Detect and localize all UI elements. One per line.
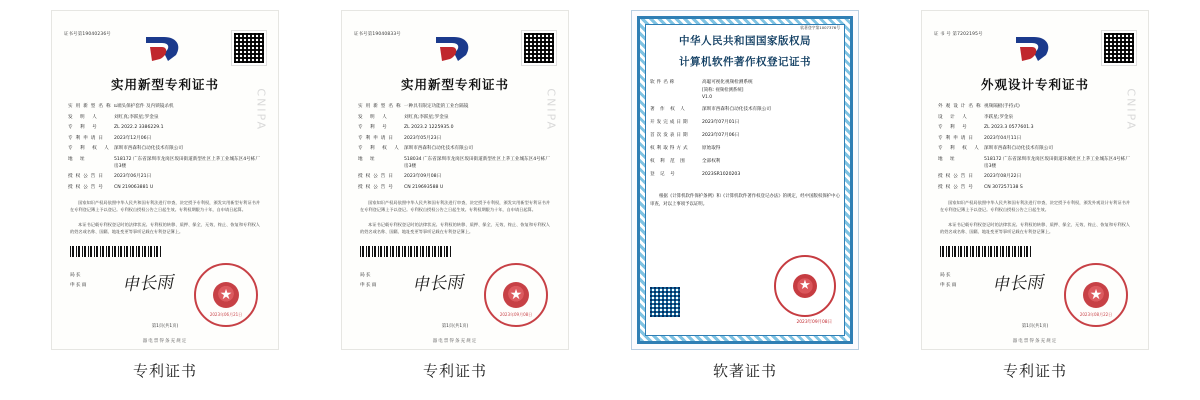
seal-emblem-icon: ★ (503, 282, 529, 308)
field-key: 授权公告号 (358, 184, 396, 190)
seal-date: 2023年06月21日 (209, 311, 243, 317)
software-copyright-certificate-image[interactable] (631, 10, 859, 350)
certificate-item[interactable] (30, 10, 300, 381)
field-key: 专 利 权 人 (358, 146, 402, 151)
field-row (938, 145, 1132, 152)
legal-paragraph-1: 国家知识产权局依照中华人民共和国专利法进行审查，决定授予专利权，颁发实用新型专利证书并在专利登记簿上予以登记。专利权自授权公告之日起生效。专利权期限为十年，自申请日起算。 (360, 199, 550, 212)
certificate-item[interactable] (320, 10, 590, 381)
field-key: 专利申请日 (358, 135, 396, 141)
field-value: 深圳市西森科自动化技术有限公司 (702, 107, 771, 112)
field-key: 实用新型名称 (358, 104, 404, 109)
field-row (650, 132, 840, 140)
certificate-header (934, 31, 1136, 73)
certificate-title: 计算机软件著作权登记证书 (679, 56, 811, 68)
field-key: 专 利 号 (358, 125, 390, 130)
barcode (940, 246, 1032, 257)
field-row (358, 173, 552, 180)
legal-paragraph-1: 国家知识产权局依照中华人民共和国专利法进行审查，决定授予专利权，颁发外观设计专利证书并在专利登记簿上予以登记。专利权自授权公告之日起生效。 (940, 199, 1130, 212)
field-key: 专 利 号 (68, 125, 100, 130)
certificate-title: 实用新型专利证书 (110, 77, 219, 92)
field-value: 深圳市西森科自动化技术有限公司 (404, 146, 473, 151)
signature-area (940, 263, 1130, 327)
certificate-caption: 软著证书 (712, 362, 777, 380)
field-value: 518172 广东省深圳市龙岗区坂田街道新型社区上茅工业城东区4号栋厂房3楼 (114, 156, 260, 169)
legal-paragraph-2: 本证书记载专利权登记时的法律状况。专利权的转移、质押、保全、无效、终止、恢复和专利权人的姓名或名称、国籍、地址变更等事项记载在专利登记簿上。 (70, 221, 260, 234)
field-row (938, 103, 1132, 110)
field-row (938, 173, 1132, 180)
certificate-item[interactable] (610, 10, 880, 381)
field-row (358, 184, 552, 191)
qr-code (1102, 31, 1136, 65)
field-key: 专利申请日 (938, 135, 976, 141)
barcode (70, 246, 162, 257)
field-value: 2023年06月21日 (114, 174, 152, 179)
field-key: 地 址 (358, 156, 378, 162)
page-footer: 第1页(共1页) (1021, 324, 1049, 329)
field-value: 2023年08月22日 (984, 174, 1022, 179)
field-value: CN 219063881 U (114, 184, 154, 190)
copyright-content (650, 25, 840, 331)
field-row (358, 156, 552, 170)
qr-code (522, 31, 556, 65)
field-value: 视频隔板(手持式) (984, 104, 1020, 109)
certificate-header (354, 31, 556, 73)
field-key: 专 利 权 人 (68, 146, 112, 151)
registration-serial: 软著登字第1007376号 (800, 25, 840, 30)
seal-date: 2023年09月08日 (499, 311, 533, 317)
field-list (68, 103, 262, 191)
field-row (68, 156, 262, 170)
field-value: แ端头保护套件 及内锁镜杀机 (114, 104, 174, 109)
field-row (68, 135, 262, 142)
field-value: 原始取得 (702, 146, 721, 151)
page-bottom-note: 器电票得条充规定 (142, 339, 188, 344)
issue-date: 2023年09月08日 (796, 320, 832, 325)
field-value (702, 79, 840, 101)
field-value: CN 219693588 U (404, 184, 444, 190)
page-footer: 第1页(共1页) (441, 324, 469, 329)
legal-note: 根据《计算机软件保护条例》和《计算机软件著作权登记办法》的规定，经中国版权保护中心审查，对以上事项予以证明。 (650, 194, 840, 207)
field-key: 外观设计名称 (938, 104, 984, 109)
field-list (358, 103, 552, 191)
seal-date: 2023年08月22日 (1079, 311, 1113, 317)
field-row (358, 114, 552, 121)
official-seal (484, 263, 548, 327)
field-list (650, 79, 840, 179)
issuer-title: 中华人民共和国国家版权局 (679, 35, 811, 47)
field-row (650, 171, 840, 179)
field-value: 李跃星;罗金泉 (984, 114, 1014, 120)
serial-number: 证 书 号 第7202195号 (934, 32, 983, 37)
field-row (358, 124, 552, 131)
field-value: 2023年09月08日 (404, 174, 442, 179)
field-key: 专 利 号 (938, 125, 970, 130)
page-bottom-note: 器电票得条充规定 (432, 339, 478, 344)
field-row (650, 119, 840, 127)
field-key: 登 记 号 (650, 172, 677, 177)
field-row (938, 114, 1132, 121)
software-alias: [简称: 视频检测系统] (702, 88, 744, 93)
field-key: 权利取得方式 (650, 146, 690, 151)
watermark-text: CNIPA (255, 88, 268, 131)
field-key: 著 作 权 人 (650, 107, 687, 112)
signature-area (360, 263, 550, 327)
field-value: 2023年07月01日 (702, 120, 740, 125)
field-key: 开发完成日期 (650, 120, 690, 125)
field-row (358, 145, 552, 152)
signer-labels (360, 271, 377, 291)
legal-paragraph-1: 国家知识产权局依照中华人民共和国专利法进行审查，决定授予专利权，颁发实用新型专利证书并在专利登记簿上予以登记。专利权自授权公告之日起生效。专利权期限为十年，自申请日起算。 (70, 199, 260, 212)
field-row (938, 135, 1132, 142)
field-row (358, 103, 552, 110)
handwritten-signature: 申长雨 (411, 272, 464, 295)
field-value: ZL 2023.2 1225935.0 (404, 125, 454, 130)
field-key: 授权公告日 (938, 174, 976, 179)
field-row (938, 124, 1132, 131)
field-key: 设 计 人 (938, 114, 970, 120)
field-value: 一种具有限定功能的工业台隔镜 (404, 104, 469, 109)
field-key: 专 利 权 人 (938, 146, 982, 151)
patent-certificate-image[interactable] (51, 10, 279, 350)
field-row (68, 184, 262, 191)
qr-code (232, 31, 266, 65)
signer-title: 局长 (940, 272, 952, 278)
field-row (938, 184, 1132, 191)
field-value: 2023年12月06日 (114, 135, 152, 141)
seal-emblem-icon: ★ (793, 274, 817, 298)
field-value: 刘红真;李跃星;罗金泉 (114, 114, 159, 120)
field-value: CN 307257138 S (984, 184, 1023, 190)
signer-labels (70, 271, 87, 291)
field-row (68, 145, 262, 152)
watermark-text: CNIPA (545, 88, 558, 131)
field-value: 全部权利 (702, 159, 721, 164)
signer-title: 局长 (360, 272, 372, 278)
signer-name: 申长雨 (940, 282, 958, 288)
field-key: 授权公告号 (938, 184, 976, 190)
page-footer: 第1页(共1页) (151, 324, 179, 329)
field-key: 软件名称 (650, 80, 677, 85)
serial-number: 证书号第19040833号 (354, 32, 401, 37)
certificate-item[interactable] (900, 10, 1170, 381)
cnipa-logo-icon (432, 33, 478, 63)
certificate-title: 外观设计专利证书 (980, 77, 1089, 92)
field-value: 深圳市西森科自动化技术有限公司 (114, 146, 183, 151)
official-seal (1064, 263, 1128, 327)
seal-emblem-icon: ★ (213, 282, 239, 308)
field-row (68, 124, 262, 131)
field-key: 实用新型名称 (68, 104, 114, 109)
software-name: 高聪可视化视频检测系统 (702, 80, 753, 85)
software-version: V1.0 (702, 95, 712, 100)
field-value: 518172 广东省深圳市龙岗区坂田街道环城社区上茅工业城东区4号栋厂房3楼 (984, 156, 1130, 169)
field-value: 518034 广东省深圳市龙岗区坂田街道新型社区上茅工业城东区4号栋厂房3楼 (404, 156, 550, 169)
patent-certificate-image[interactable] (341, 10, 569, 350)
certificate-header (64, 31, 266, 73)
seal-emblem-icon: ★ (1083, 282, 1109, 308)
cnipa-logo-icon (1012, 33, 1058, 63)
field-key: 专利申请日 (68, 135, 106, 141)
field-row (68, 103, 262, 110)
watermark-text: CNIPA (1125, 88, 1138, 131)
signature-area (70, 263, 260, 327)
field-value: 2023年04月11日 (984, 135, 1022, 141)
field-value: 2023年07月06日 (702, 133, 740, 138)
signer-title: 局长 (70, 272, 82, 278)
field-list (938, 103, 1132, 191)
design-patent-certificate-image[interactable] (921, 10, 1149, 350)
field-key: 发 明 人 (358, 114, 390, 120)
field-row (650, 145, 840, 153)
field-value: 2023SR1020203 (702, 172, 741, 177)
field-key: 权 利 范 围 (650, 159, 687, 164)
field-row (650, 106, 840, 114)
field-row (650, 158, 840, 166)
page-bottom-note: 器电票得条充规定 (1012, 339, 1058, 344)
field-row (938, 156, 1132, 170)
legal-paragraph-2: 本证书记载专利权登记时的法律状况。专利权的转移、质押、保全、无效、终止、恢复和专利权人的姓名或名称、国籍、地址变更等事项记载在专利登记簿上。 (940, 221, 1130, 234)
barcode (360, 246, 452, 257)
certificate-caption: 专利证书 (422, 362, 487, 380)
field-key: 授权公告日 (68, 174, 106, 179)
handwritten-signature: 申长雨 (991, 272, 1044, 295)
official-seal (774, 255, 836, 317)
field-row (68, 173, 262, 180)
field-key: 授权公告日 (358, 174, 396, 179)
field-row (358, 135, 552, 142)
field-row (68, 114, 262, 121)
signer-labels (940, 271, 957, 291)
handwritten-signature: 申长雨 (121, 272, 174, 295)
field-value: ZL 2022.2 3386229.1 (114, 125, 164, 130)
field-value: 2023年05月23日 (404, 135, 442, 141)
field-row (650, 79, 840, 101)
certificate-title: 实用新型专利证书 (400, 77, 509, 92)
certificate-caption: 专利证书 (1002, 362, 1067, 380)
certificate-caption: 专利证书 (132, 362, 197, 380)
signer-name: 申长雨 (70, 282, 88, 288)
field-key: 首次发表日期 (650, 133, 690, 138)
signer-name: 申长雨 (360, 282, 378, 288)
cnipa-logo-icon (142, 33, 188, 63)
field-value: 刘红真;李跃星;罗金泉 (404, 114, 449, 120)
field-value: ZL 2023.3 0577601.3 (984, 125, 1034, 130)
field-key: 地 址 (68, 156, 88, 162)
field-value: 深圳市西森科自动化技术有限公司 (984, 146, 1053, 151)
field-key: 地 址 (938, 156, 958, 162)
serial-number: 证书号第19040236号 (64, 32, 111, 37)
field-key: 授权公告号 (68, 184, 106, 190)
qr-code (650, 287, 680, 317)
legal-paragraph-2: 本证书记载专利权登记时的法律状况。专利权的转移、质押、保全、无效、终止、恢复和专利权人的姓名或名称、国籍、地址变更等事项记载在专利登记簿上。 (360, 221, 550, 234)
field-key: 发 明 人 (68, 114, 100, 120)
official-seal (194, 263, 258, 327)
